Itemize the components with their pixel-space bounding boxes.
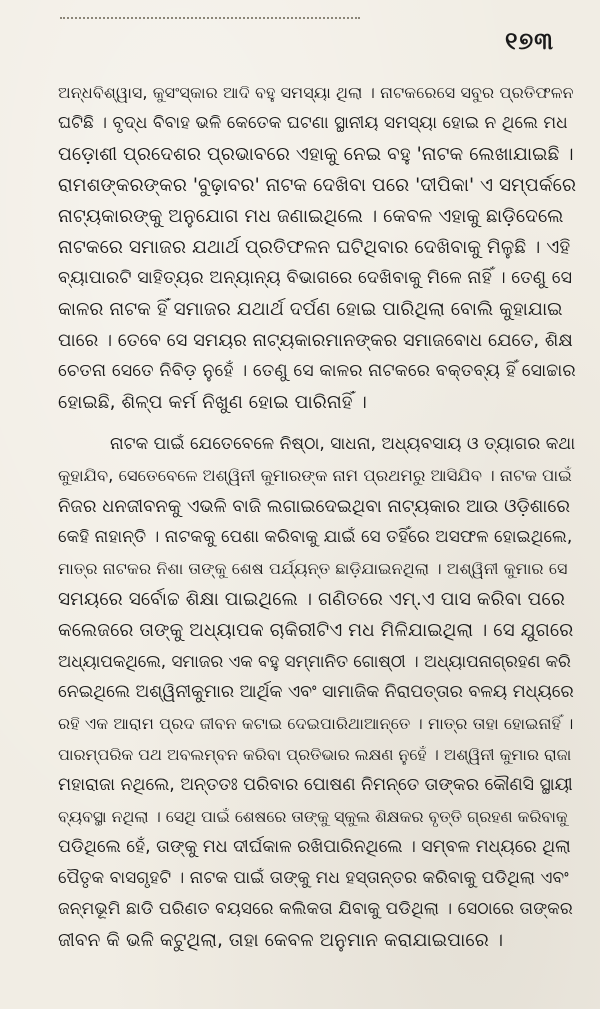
text-line-indented: ନାଟକ ପାଇଁ ଯେତେବେଳେ ନିଷ୍ଠା, ସାଧନା, ଅଧ୍ୟବସାୟ ଓ ତ୍ୟାଗର କଥା	[110, 434, 576, 454]
text-line: କେହି ନାହାନ୍ତି । ନାଟକକୁ ପେଶା କରିବାକୁ ଯାଇଁ ସେ ତହିଁରେ ଅସଫଳ ହୋଇଥିଲେ,	[58, 527, 573, 547]
text-line: ସମୟରେ ସର୍ବୋଚ୍ଚ ଶିକ୍ଷା ପାଇଥିଲେ । ଗଣିତରେ ଏମ୍.ଏ ପାସ କରିବା ପରେ	[58, 589, 565, 610]
text-line: ଚେତନା ସେତେ ନିବିଡ଼ ନୁହେଁ । ତେଣୁ ସେ କାଳର ନାଟକରେ ବକ୍ତବ୍ୟ ହିଁ ସୋଚ୍ଚାର	[58, 361, 576, 381]
text-line: ବ୍ୟାପାରଟି ସାହିତ୍ୟର ଅନ୍ୟାନ୍ୟ ବିଭାଗରେ ଦେଖିବାକୁ ମିଳେ ନାହିଁ । ତେଣୁ ସେ	[58, 268, 573, 288]
text-line: ପଡିଥିଲେ ହେଁ, ତାଙ୍କୁ ମଧ ଦୀର୍ଘକାଳ ରଖିପାରିନଥିଲେ । ସମ୍ବଳ ମଧ୍ୟରେ ଥିଲା	[58, 837, 571, 857]
text-line: ହୋଇଛି, ଶିଳ୍ପ କର୍ମ ନିଖୁଣ ହୋଇ ପାରିନାହିଁ ।	[58, 392, 367, 413]
text-line: ଘଟିଛି । ବୃଦ୍ଧ ବିବାହ ଭଳି କେତେକ ଘଟଣା ସ୍ଥାନୀୟ ସମସ୍ୟା ହୋଇ ନ ଥିଲେ ମଧ	[58, 113, 568, 133]
top-dotted-rule	[60, 17, 360, 19]
text-line: ଅନ୍ଧବିଶ୍ୱାସ, କୁସଂସ୍କାର ଆଦି ବହୁ ସମସ୍ୟା ଥିଲା । ନାଟକରେସେ ସବୁର ପ୍ରତିଫଳନ	[58, 83, 574, 102]
text-line: କୁହାଯିବ, ସେତେବେଳେ ଅଶ୍ୱିନୀ କୁମାରଙ୍କ ନାମ ପ୍ରଥମରୁ ଆସିଯିବ । ନାଟକ ପାଇଁ	[58, 466, 572, 485]
text-line: ନେଇଥିଲେ ଅଶ୍ୱିନୀକୁମାର ଆର୍ଥିକ ଏବଂ ସାମାଜିକ ନିରାପତ୍ତାର ବଳୟ ମଧ୍ୟରେ	[58, 682, 574, 702]
text-line: ରାମଶଙ୍କରଙ୍କର 'ବୁଢ଼ାବର' ନାଟକ ଦେଖିବା ପରେ 'ଦୀପିକା' ଏ ସମ୍ପର୍କରେ	[58, 175, 576, 196]
paragraph-gap	[58, 418, 576, 429]
text-line: ମହାରାଜା ନଥିଲେ, ଅନ୍ତତଃ ପରିବାର ପୋଷଣ ନିମନ୍ତେ ତାଙ୍କର କୌଣସି ସ୍ଥାୟୀ	[58, 775, 573, 795]
text-line: ନିଜର ଧନଜୀବନକୁ ଏଭଳି ବାଜି ଲଗାଇଦେଇଥିବା ନାଟ୍ୟକାର ଆଉ ଓଡ଼ିଶାରେ	[58, 496, 571, 517]
body-text	[58, 77, 576, 956]
text-line: କଲେଜରେ ତାଙ୍କୁ ଅଧ୍ୟାପକ ଚାକିରୀଟିଏ ମଧ ମିଳିଯାଇଥିଲା । ସେ ଯୁଗରେ	[58, 620, 574, 641]
text-line: କାଳର ନାଟକ ହିଁ ସମାଜର ଯଥାର୍ଥ ଦର୍ପଣ ହୋଇ ପାରିଥିଲା ବୋଲି କୁହାଯାଇ	[58, 299, 563, 320]
text-line: ପଡ଼ୋଶୀ ପ୍ରଦେଶର ପ୍ରଭାବରେ ଏହାକୁ ନେଇ ବହୁ 'ନାଟକ ଲେଖାଯାଇଛି ।	[58, 144, 574, 165]
text-line: ଜନ୍ମଭୂମି ଛାଡି ପରିଣତ ବୟସରେ କଲିକତା ଯିବାକୁ ପଡିଥିଲା । ସେଠାରେ ତାଙ୍କର	[58, 899, 573, 919]
text-line: ଅଧ୍ୟାପକଥିଲେ, ସମାଜର ଏକ ବହୁ ସମ୍ମାନିତ ଗୋଷ୍ଠୀ । ଅଧ୍ୟାପନାଗ୍ରହଣ କରି	[58, 651, 571, 671]
paragraph-2	[58, 429, 576, 956]
text-line: ଜୀବନ କି ଭଳି କଟୁଥିଲା, ତାହା କେବଳ ଅନୁମାନ କରାଯାଇପାରେ ।	[58, 930, 504, 951]
text-line: ନାଟକରେ ସମାଜର ଯଥାର୍ଥ ପ୍ରତିଫଳନ ଘଟିଥିବାର ଦେଖିବାକୁ ମିଳୁଛି । ଏହି	[58, 237, 571, 258]
text-line: ପାରେ । ତେବେ ସେ ସମୟର ନାଟ୍ୟକାରମାନଙ୍କର ସମାଜବୋଧ ଯେତେ, ଶିକ୍ଷ	[58, 330, 573, 351]
text-line: ନାଟ୍ୟକାରଙ୍କୁ ଅନୁଯୋଗ ମଧ ଜଣାଇଥିଲେ । କେବଳ ଏହାକୁ ଛାଡ଼ିଦେଲେ	[58, 206, 564, 227]
page-number: ୧୭୩	[504, 27, 554, 55]
text-line: ବ୍ୟବସ୍ଥା ନଥିଲା । ସେଥି ପାଇଁ ଶେଷରେ ତାଙ୍କୁ ସ୍କୁଲ ଶିକ୍ଷକର ବୃତ୍ତି ଗ୍ରହଣ କରିବାକୁ	[58, 807, 568, 826]
text-line: ମାତ୍ର ନାଟକର ନିଶା ତାଙ୍କୁ ଶେଷ ପର୍ଯ୍ୟନ୍ତ ଛାଡ଼ିଯାଇନଥିଲା । ଅଶ୍ୱିନୀ କୁମାର ସେ	[58, 559, 568, 578]
text-line: ରହି ଏକ ଆରାମ ପ୍ରଦ ଜୀବନ କଟାଇ ଦେଇପାରିଥାଆନ୍ତେ । ମାତ୍ର ତାହା ହୋଇନାହିଁ ।	[58, 714, 574, 733]
paragraph-1	[58, 77, 576, 418]
text-line: ପାରମ୍ପରିକ ପଥ ଅବଲମ୍ବନ କରିବା ପ୍ରତିଭାର ଲକ୍ଷଣ ନୁହେଁ । ଅଶ୍ୱିନୀ କୁମାର ରାଜା	[58, 745, 572, 764]
text-line: ପୈତୃକ ବାସଗୃହଟି । ନାଟକ ପାଇଁ ତାଙ୍କୁ ମଧ ହସ୍ତାନ୍ତର କରିବାକୁ ପଡିଥିଲା ଏବଂ	[58, 868, 569, 888]
